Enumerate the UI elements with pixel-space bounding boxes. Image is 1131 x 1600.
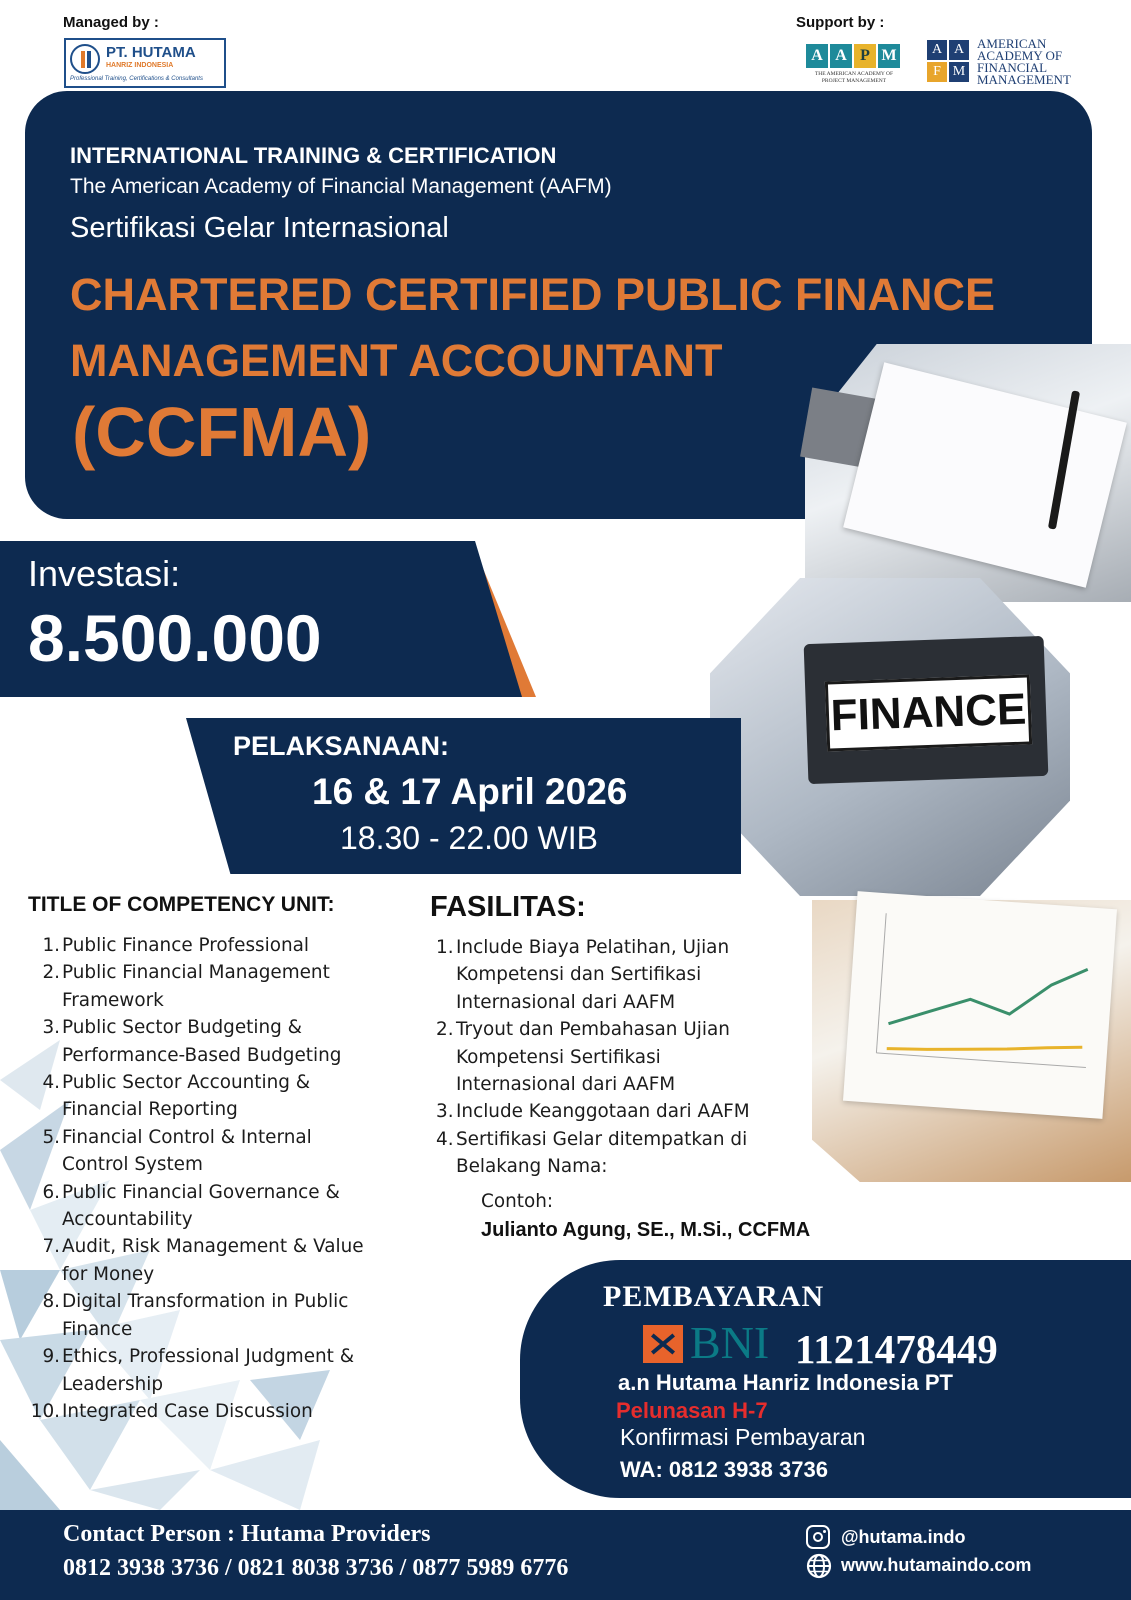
aapm-letter: A (806, 44, 828, 68)
account-name: a.n Hutama Hanriz Indonesia PT (618, 1370, 953, 1395)
competency-item-text: Financial Control & Internal (62, 1126, 312, 1148)
managed-by-label: Managed by : (63, 14, 159, 31)
competency-item (30, 1288, 400, 1343)
competency-item-text: Public Sector Budgeting & (62, 1017, 303, 1039)
competency-item (30, 1014, 400, 1069)
competency-item-number: 7. (42, 1236, 60, 1258)
account-number: 1121478449 (795, 1326, 998, 1372)
competency-item-text: Public Financial Management (62, 962, 330, 984)
footer-website[interactable]: www.hutamaindo.com (841, 1555, 1032, 1575)
competency-item-text: for Money (62, 1263, 155, 1285)
competency-item-number: 1. (42, 935, 60, 956)
footer-phone-numbers: 0812 3938 3736 / 0821 8038 3736 / 0877 5989 6776 (63, 1555, 569, 1581)
hero-title: CHARTERED CERTIFIED PUBLIC FINANCE MANAGEMENT ACCOUNTANT (70, 269, 996, 386)
hutama-emblem-icon (70, 44, 100, 74)
competency-item-text: Finance (62, 1318, 133, 1340)
payment-due: Pelunasan H-7 (616, 1398, 768, 1423)
bni-logo-icon (643, 1325, 683, 1363)
aapm-letter: M (878, 44, 900, 68)
facility-item (436, 1098, 816, 1125)
competency-item-text: Public Sector Accounting & (62, 1072, 311, 1094)
facility-item-text: Kompetensi dan Sertifikasi (456, 964, 702, 986)
hutama-logo-sub: HANRIZ INDONESIA (106, 62, 174, 69)
payment-confirm-label: Konfirmasi Pembayaran (620, 1424, 866, 1450)
facility-item-text: Belakang Nama: (456, 1156, 608, 1178)
hero-subtitle: Sertifikasi Gelar Internasional (70, 212, 449, 244)
hero-organization: The American Academy of Financial Management (AAFM) (70, 175, 612, 198)
hutama-logo-name: PT. HUTAMA (106, 44, 196, 61)
footer-instagram[interactable]: @hutama.indo (841, 1527, 966, 1547)
competency-item-number: 2. (42, 962, 60, 984)
facility-item-text: Tryout dan Pembahasan Ujian (456, 1019, 730, 1041)
competency-item (30, 1069, 400, 1124)
aapm-letter: P (854, 44, 876, 68)
facility-item-number: 3. (436, 1101, 454, 1123)
competency-list (30, 932, 400, 1425)
competency-item-text: Control System (62, 1154, 203, 1176)
competency-item (30, 932, 400, 959)
facilities-list (436, 934, 816, 1181)
competency-item-text: Public Financial Governance & (62, 1181, 340, 1203)
aafm-text-line: ACADEMY OF (977, 48, 1063, 63)
competency-item-text: Accountability (62, 1209, 193, 1231)
competency-item-number: 10. (30, 1400, 60, 1422)
support-by-label: Support by : (796, 14, 885, 31)
facilities-title: FASILITAS: (430, 891, 586, 923)
aafm-letter: M (949, 62, 969, 82)
hutama-logo (64, 38, 226, 88)
hutama-logo-tagline: Professional Training, Certifications & Consultants (70, 76, 203, 82)
bank-name: BNI (690, 1317, 770, 1368)
globe-icon (806, 1553, 832, 1579)
aapm-logo-text: THE AMERICAN ACADEMY OF PROJECT MANAGEMENT (814, 71, 894, 84)
competency-item-text: Digital Transformation in Public (62, 1291, 349, 1313)
instagram-icon (806, 1525, 830, 1549)
competency-item (30, 1343, 400, 1398)
facility-item (436, 1126, 816, 1181)
aafm-letter: A (927, 40, 947, 60)
competency-item-text: Leadership (62, 1373, 164, 1395)
schedule-date: 16 & 17 April 2026 (312, 771, 628, 812)
aafm-text-line: FINANCIAL (977, 60, 1048, 75)
aapm-letter: A (830, 44, 852, 68)
facility-item-text: Kompetensi Sertifikasi (456, 1046, 661, 1068)
aafm-text-line: AMERICAN (977, 36, 1047, 51)
aafm-logo (925, 38, 1070, 86)
competency-item-number: 3. (42, 1017, 60, 1039)
competency-item (30, 959, 400, 1014)
schedule-time: 18.30 - 22.00 WIB (340, 820, 598, 856)
competency-item (30, 1179, 400, 1234)
aafm-text-line: MANAGEMENT (977, 72, 1071, 87)
competency-item-text: Public Finance Professional (62, 935, 309, 956)
facility-item-text: Include Keanggotaan dari AAFM (456, 1101, 750, 1123)
facility-item-text: Sertifikasi Gelar ditempatkan di (456, 1128, 748, 1150)
payment-title: PEMBAYARAN (603, 1280, 825, 1313)
example-value: Julianto Agung, SE., M.Si., CCFMA (481, 1219, 811, 1241)
investment-value: 8.500.000 (28, 601, 322, 675)
competency-item-number: 5. (42, 1126, 60, 1148)
competency-item (30, 1398, 400, 1425)
facility-item-number: 1. (436, 937, 454, 958)
chart-paper-image (843, 891, 1117, 1119)
aafm-letter: A (949, 40, 969, 60)
competency-item-text: Audit, Risk Management & Value (62, 1236, 364, 1258)
aafm-letter: F (927, 62, 947, 82)
competency-item-text: Performance-Based Budgeting (62, 1044, 342, 1066)
hero-abbreviation: (CCFMA) (72, 393, 372, 471)
competency-item (30, 1233, 400, 1288)
competency-item-number: 4. (42, 1072, 60, 1094)
facility-item (436, 934, 816, 1016)
competency-item-number: 8. (42, 1291, 60, 1313)
facility-item-number: 4. (436, 1128, 454, 1150)
aapm-logo (806, 44, 902, 86)
competency-title: TITLE OF COMPETENCY UNIT: (28, 893, 335, 916)
competency-item-text: Framework (62, 989, 164, 1011)
payment-whatsapp: WA: 0812 3938 3736 (620, 1457, 828, 1482)
facility-item-number: 2. (436, 1019, 454, 1041)
example-label: Contoh: (481, 1191, 554, 1212)
competency-item-number: 6. (42, 1181, 60, 1203)
investment-label: Investasi: (28, 553, 181, 594)
competency-item-text: Ethics, Professional Judgment & (62, 1346, 355, 1368)
hero-intro: INTERNATIONAL TRAINING & CERTIFICATION (70, 143, 557, 168)
competency-item-text: Financial Reporting (62, 1099, 238, 1121)
facility-item-text: Include Biaya Pelatihan, Ujian (456, 937, 730, 958)
facility-item-text: Internasional dari AAFM (456, 991, 676, 1013)
aafm-logo-text (977, 38, 1071, 86)
schedule-label: PELAKSANAAN: (233, 731, 449, 761)
finance-binder-label: FINANCE (825, 674, 1032, 751)
facility-item-text: Internasional dari AAFM (456, 1074, 676, 1096)
competency-item (30, 1124, 400, 1179)
footer-contact-person: Contact Person : Hutama Providers (63, 1521, 431, 1547)
facility-item (436, 1016, 816, 1098)
competency-item-number: 9. (42, 1346, 60, 1368)
competency-item-text: Integrated Case Discussion (62, 1400, 313, 1422)
